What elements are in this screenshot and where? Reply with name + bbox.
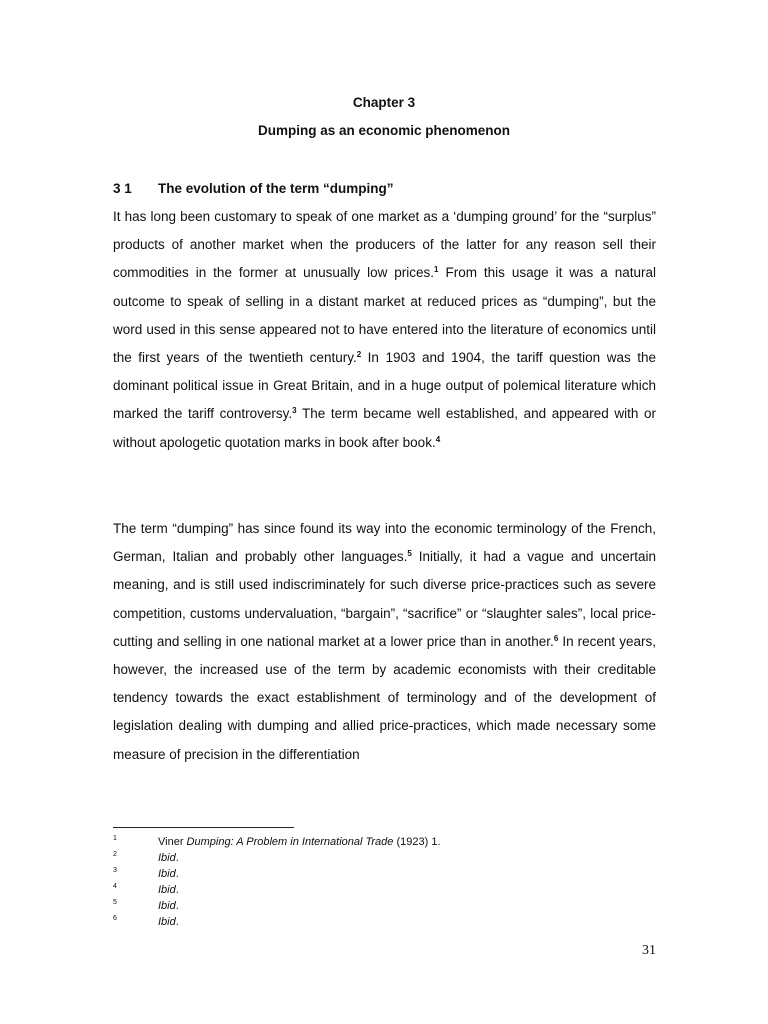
paragraph <box>113 515 656 769</box>
footnote-divider <box>113 827 294 828</box>
footnote-text <box>158 834 441 850</box>
footnote <box>113 850 673 866</box>
footnote-ref[interactable]: 2 <box>356 350 362 360</box>
footnote-ref[interactable]: 5 <box>407 549 412 559</box>
footnote-ref[interactable]: 1 <box>434 265 439 275</box>
footnote-work: Ibid <box>158 884 176 896</box>
footnote <box>113 898 673 914</box>
paragraph-text: It has long been customary to speak of one market as a ‘dumping ground’ for the “surplus” products of another market when the producers of the latter for any reason sell their commodities in the former at unusually low prices. <box>113 209 656 281</box>
footnote-number: 2 <box>113 851 117 858</box>
footnote-ref[interactable]: 3 <box>292 406 297 416</box>
chapter-title: Dumping as an economic phenomenon <box>257 123 511 138</box>
footnote-rest: . <box>175 852 179 864</box>
page-number: 31 <box>642 943 656 958</box>
footnotes <box>113 834 673 930</box>
footnote-number: 5 <box>113 899 117 906</box>
footnote-number: 4 <box>113 883 117 890</box>
paragraph-text: The term “dumping” has since found its way into the economic terminology of the French, German, Italian and probably other languages. <box>113 521 656 565</box>
footnote-text <box>158 914 179 930</box>
section-heading <box>113 179 394 199</box>
footnote-work: Ibid <box>158 900 176 912</box>
footnote-work: Ibid <box>158 868 176 880</box>
paragraph-text: The term became well established, and appeared with or without apologetic quotation marks in book after book. <box>113 406 656 450</box>
paragraph-text: In 1903 and 1904, the tariff question was the dominant political issue in Great Britain, and in a huge output of polemical literature which marked the tariff controversy. <box>113 350 656 422</box>
footnote-ref[interactable]: 4 <box>435 434 441 444</box>
footnote-number: 1 <box>113 835 117 842</box>
footnote <box>113 834 673 850</box>
footnote-work: Dumping: A Problem in International Trade <box>186 836 394 848</box>
footnote <box>113 866 673 882</box>
section-title: The evolution of the term “dumping” <box>158 181 394 196</box>
footnote-text <box>158 882 179 898</box>
footnote <box>113 882 673 898</box>
chapter-label: Chapter 3 <box>352 95 416 110</box>
footnote-rest: . <box>175 916 179 928</box>
paragraph <box>113 203 656 457</box>
footnote-ref[interactable]: 6 <box>553 633 559 643</box>
footnote-author: Viner <box>158 836 187 848</box>
footnote-rest: . <box>175 868 179 880</box>
footnote-number: 6 <box>113 915 117 922</box>
footnote-rest: . <box>175 900 179 912</box>
footnote-rest: . <box>175 884 179 896</box>
footnote-text <box>158 866 179 882</box>
footnote-text <box>158 898 179 914</box>
footnote <box>113 914 673 930</box>
section-number: 3 1 <box>113 181 132 196</box>
footnote-text <box>158 850 179 866</box>
footnote-work: Ibid <box>158 852 176 864</box>
paragraph-text: In recent years, however, the increased use of the term by academic economists with their creditable tendency towards the exact establishment of terminology and of the development of legislation dealing with dumping and allied price-practices, which made necessary some measure of precision in the differentiation <box>113 633 656 762</box>
footnote-work: Ibid <box>158 916 176 928</box>
footnote-number: 3 <box>113 867 117 874</box>
paragraph-text: From this usage it was a natural outcome to speak of selling in a distant market at reduced prices as “dumping”, but the word used in this sense appeared not to have entered into the literature of economics until the first years of the twentieth century. <box>113 265 656 366</box>
footnote-rest: (1923) 1. <box>393 836 441 848</box>
paragraph-text: Initially, it had a vague and uncertain meaning, and is still used indiscriminately for such diverse price-practices such as severe competition, customs undervaluation, “bargain”, “sacrifice” or “slaughter sales”, local price-cutting and selling in one national market at a lower price than in another. <box>113 549 656 649</box>
